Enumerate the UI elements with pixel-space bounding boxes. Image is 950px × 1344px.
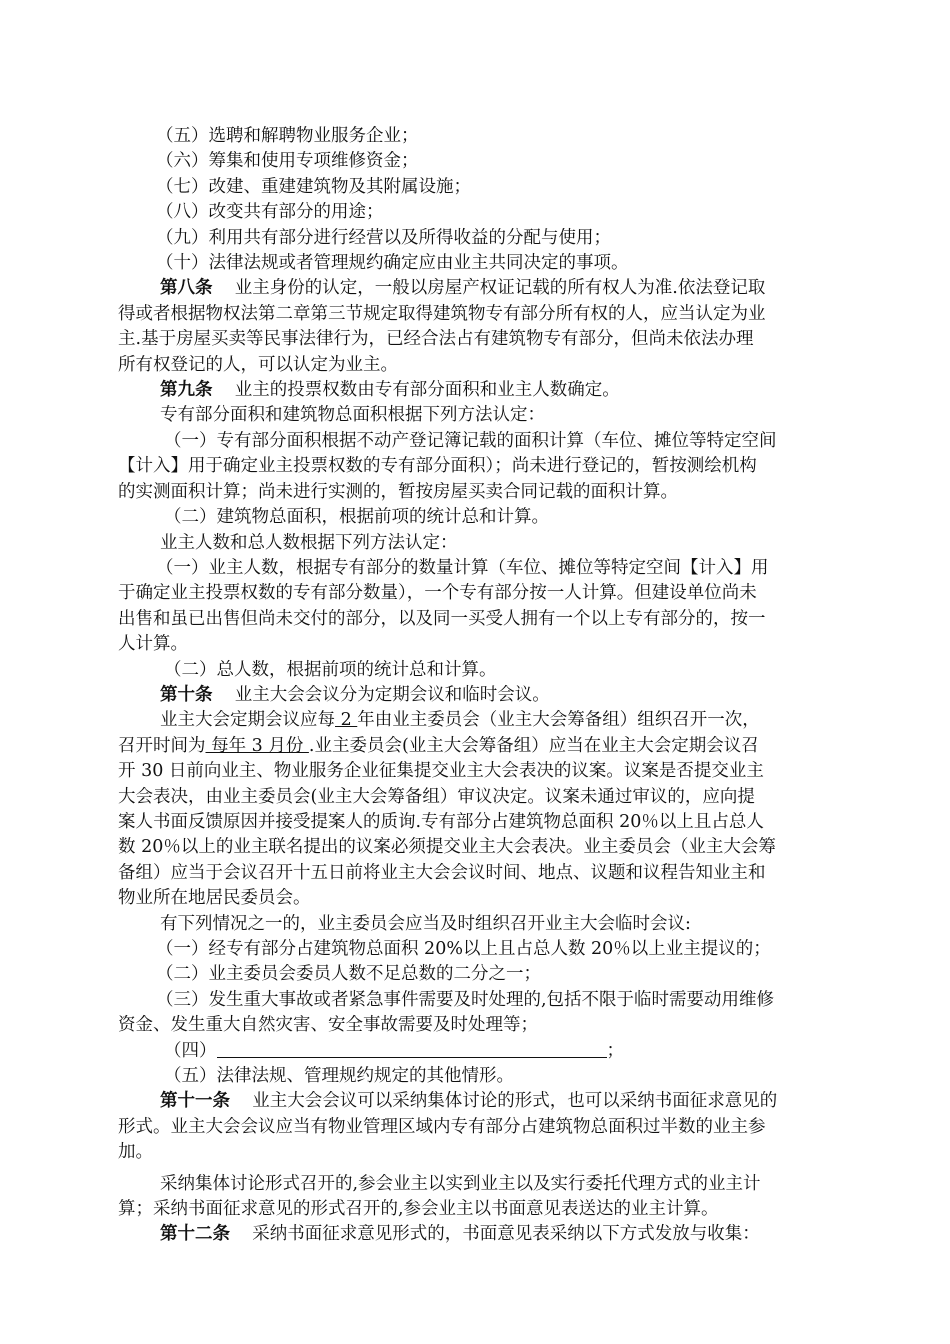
list-item: （七）改建、重建建筑物及其附属设施；: [156, 176, 471, 197]
article-title: 第十条: [160, 684, 213, 705]
article-8: [118, 276, 838, 301]
paragraph-line: （二）总人数，根据前项的统计总和计算。: [164, 659, 497, 680]
paragraph-line: （一）经专有部分占建筑物总面积 20%以上且占总人数 20％以上业主提议的；: [156, 939, 771, 959]
paragraph-line: 业主人数和总人数根据下列方法认定：: [160, 532, 458, 553]
paragraph-line: 【计入】用于确定业主投票权数的专有部分面积）；尚未进行登记的，暂按测绘机构: [118, 456, 757, 477]
article-11: [118, 1089, 838, 1114]
paragraph-line: 案人书面反馈原因并接受提案人的质询.专有部分占建筑物总面积 20％以上且占总人: [118, 811, 764, 832]
list-item: （八）改变共有部分的用途；: [156, 202, 384, 223]
paragraph-line: 于确定业主投票权数的专有部分数量），一个专有部分按一人计算。但建设单位尚未: [118, 583, 757, 604]
paragraph-line: 算；采纳书面征求意见的形式召开的,参会业主以书面意见表送达的业主计算。: [118, 1199, 719, 1220]
list-item: （九）利用共有部分进行经营以及所得收益的分配与使用；: [156, 227, 611, 248]
list-item: （十）法律法规或者管理规约确定应由业主共同决定的事项。: [156, 253, 629, 274]
paragraph-line: 数 20％以上的业主联名提出的议案必须提交业主大会表决。业主委员会（业主大会筹: [118, 837, 776, 858]
article-10: [118, 683, 838, 708]
list-item: （五）选聘和解聘物业服务企业；: [156, 126, 419, 146]
text-span: ；: [606, 1040, 624, 1061]
article-9: [118, 378, 838, 403]
paragraph-line: [118, 708, 838, 733]
paragraph-line: 出售和虽已出售但尚未交付的部分，以及同一买受人拥有一个以上专有部分的，按一: [118, 608, 766, 629]
document-body: [118, 124, 838, 1248]
paragraph-line: 主.基于房屋买卖等民事法律行为，已经合法占有建筑物专有部分，但尚未依法办理: [118, 329, 754, 350]
paragraph-line: 专有部分面积和建筑物总面积根据下列方法认定：: [160, 405, 545, 426]
paragraph-line: （二）建筑物总面积，根据前项的统计总和计算。: [164, 507, 549, 528]
blank-fill-line: [217, 1041, 607, 1058]
paragraph-line: 资金、发生重大自然灾害、安全事故需要及时处理等；: [118, 1015, 538, 1036]
paragraph-line: 人计算。: [118, 634, 188, 655]
text-span: （四）: [164, 1040, 217, 1061]
fill-in-value: 每年 3 月份: [205, 735, 309, 756]
text-span: .业主委员会(业主大会筹备组）应当在业主大会定期会议召: [308, 735, 759, 756]
fill-in-value: 2: [335, 710, 358, 731]
paragraph-line: 备组）应当于会议召开十五日前将业主大会会议时间、地点、议题和议程告知业主和: [118, 862, 766, 883]
paragraph-text: 采纳书面征求意见形式的，书面意见表采纳以下方式发放与收集：: [252, 1224, 760, 1245]
paragraph-line: [118, 1039, 838, 1064]
paragraph-line: （三）发生重大事故或者紧急事件需要及时处理的,包括不限于临时需要动用维修: [156, 989, 775, 1010]
article-title: 第八条: [160, 278, 213, 299]
text-span: 业主大会定期会议应每: [160, 710, 335, 731]
paragraph-line: 物业所在地居民委员会。: [118, 888, 311, 909]
article-title: 第十一条: [160, 1091, 230, 1112]
paragraph-line: 大会表决，由业主委员会(业主大会筹备组）审议决定。议案未通过审议的，应向提: [118, 786, 755, 807]
paragraph-line: 开 30 日前向业主、物业服务企业征集提交业主大会表决的议案。议案是否提交业主: [118, 761, 764, 782]
paragraph-text: 业主大会会议可以采纳集体讨论的形式，也可以采纳书面征求意见的: [252, 1091, 778, 1112]
paragraph-line: （一）业主人数，根据专有部分的数量计算（车位、摊位等特定空间【计入】用: [156, 557, 769, 578]
paragraph-line: （二）业主委员会委员人数不足总数的二分之一；: [156, 964, 541, 985]
paragraph-text: 业主大会会议分为定期会议和临时会议。: [234, 684, 550, 705]
article-12: [118, 1222, 838, 1247]
article-title: 第九条: [160, 380, 213, 401]
paragraph-line: 采纳集体讨论形式召开的,参会业主以实到业主以及实行委托代理方式的业主计: [160, 1173, 761, 1194]
paragraph-line: [118, 734, 838, 759]
article-title: 第十二条: [160, 1224, 230, 1245]
paragraph-line: 所有权登记的人，可以认定为业主。: [118, 354, 398, 375]
paragraph-line: （五）法律法规、管理规约规定的其他情形。: [164, 1066, 514, 1087]
paragraph-text: 业主身份的认定，一般以房屋产权证记载的所有权人为准.依法登记取: [234, 278, 766, 299]
list-item: （六）筹集和使用专项维修资金；: [156, 151, 419, 172]
paragraph-line: 加。: [118, 1142, 153, 1163]
text-span: 召开时间为: [118, 735, 206, 756]
paragraph-line: 有下列情况之一的，业主委员会应当及时组织召开业主大会临时会议:: [160, 913, 691, 934]
paragraph-line: 得或者根据物权法第二章第三节规定取得建筑物专有部分所有权的人，应当认定为业: [118, 303, 766, 324]
paragraph-text: 业主的投票权数由专有部分面积和业主人数确定。: [234, 380, 620, 401]
paragraph-line: 的实测面积计算；尚未进行实测的，暂按房屋买卖合同记载的面积计算。: [118, 481, 678, 502]
paragraph-line: （一）专有部分面积根据不动产登记簿记载的面积计算（车位、摊位等特定空间: [164, 430, 777, 451]
paragraph-line: 形式。业主大会会议应当有物业管理区域内专有部分占建筑物总面积过半数的业主参: [118, 1116, 766, 1137]
text-span: 年由业主委员会（业主大会筹备组）组织召开一次，: [357, 710, 760, 731]
